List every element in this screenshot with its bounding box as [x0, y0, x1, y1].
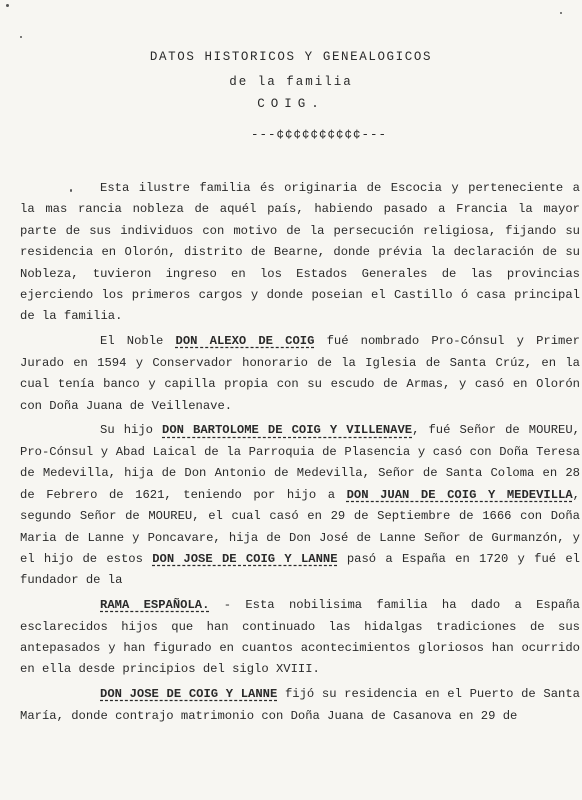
document-subtitle: de la familia [229, 75, 353, 89]
paragraph-text: pasó a España en 1720 y fué el fundador de la [20, 551, 581, 588]
person-name-bartolome: DON BARTOLOME DE COIG Y VILLENAVE [162, 423, 413, 438]
section-heading-rama: RAMA ESPAÑOLA. [100, 598, 210, 613]
document-body [20, 178, 580, 731]
paragraph-origin: Esta ilustre familia és originaria de Escocia y perteneciente a la mas rancia nobleza de aquél país, habiendo pasado a Francia la mayor parte de sus individuos con motivo de la persecución religiosa, fijando su residencia en Olorón, distrito de Bearne, donde prévia la declaración de su Nobleza, tuvieron ingreso en los Estados Generales de las provincias ejerciendo los primeros cargos y donde poseian el Castillo ó casa principal de la familia. [20, 181, 580, 324]
family-name: COIG. [257, 97, 325, 111]
ink-speck [70, 189, 72, 192]
paragraph-text: fué nombrado Pro-Cónsul y Primer Jurado en 1594 y Conservador honorario de la Iglesia de Santa Crúz, en la cual tenía banco y capilla propia con su escudo de Armas, y casó en Olorón con Doña Juana de Veillenave. [20, 334, 580, 413]
person-name-alexo: DON ALEXO DE COIG [175, 334, 315, 349]
paragraph-text: , segundo Señor de MOUREU, el cual casó en 29 de Septiembre de 1666 con Doña Maria de Lanne y Poncavare, hija de Don José de Lanne Señor de Gurmanzón, y el hijo de estos [20, 487, 580, 566]
paragraph-jose [20, 684, 580, 727]
paragraph-text: El Noble [100, 334, 176, 349]
person-name-jose-2: DON JOSE DE COIG Y LANNE [100, 687, 278, 702]
paragraph-text: fijó su residencia en el Puerto de Santa María, donde contrajo matrimonio con Doña Juana de Casanova en 29 de [20, 687, 580, 723]
title-divider: ---¢¢¢¢¢¢¢¢¢¢--- [250, 128, 388, 142]
person-name-jose: DON JOSE DE COIG Y LANNE [152, 551, 338, 566]
ink-speck [20, 36, 22, 38]
paragraph-rama-espanola [20, 595, 580, 681]
ink-speck [560, 12, 562, 14]
paragraph-text: Su hijo [100, 423, 163, 438]
person-name-juan: DON JUAN DE COIG Y MEDEVILLA [346, 487, 573, 502]
paragraph-text: , fué Señor de MOUREU, Pro-Cónsul y Abad Laical de la Parroquia de Plasencia y casó con Doña Teresa de Medevilla, hija de Don Antonio de Medevilla, Señor de Santa Coloma en 28 de Febrero de 1621, teniendo por hijo a [20, 423, 580, 502]
paragraph-bartolome [20, 420, 580, 591]
paragraph-alexo [20, 331, 580, 417]
ink-speck [6, 4, 9, 7]
document-title: DATOS HISTORICOS Y GENEALOGICOS [149, 50, 433, 64]
paragraph-text: - Esta nobilisima familia ha dado a España esclarecidos hijos que han continuado las hidalgas tradiciones de sus antepasados y han figurado en cuantos acontecimientos gloriosos han ocurrido en ella desde principios del siglo XVIII. [20, 598, 580, 677]
